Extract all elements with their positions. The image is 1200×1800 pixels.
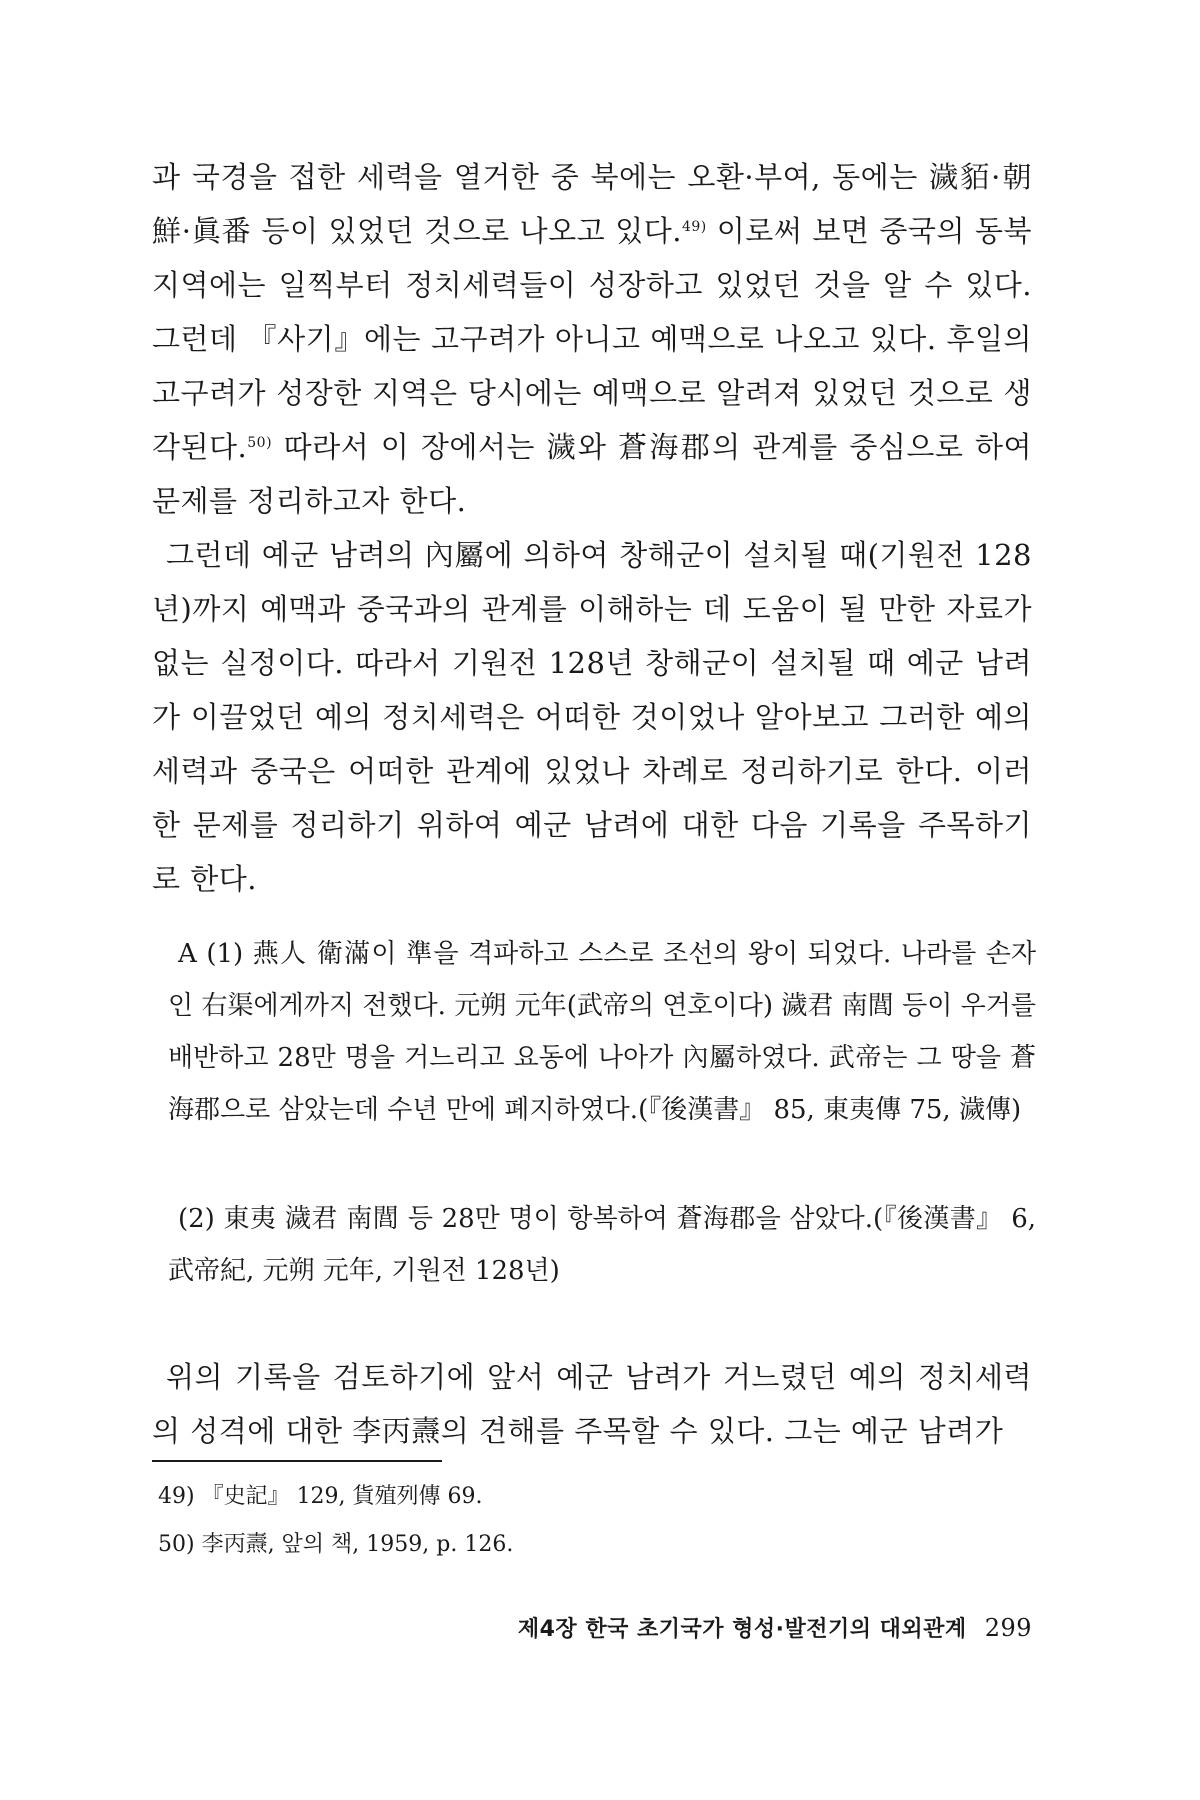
footnote-ref-49: 49) xyxy=(681,219,707,235)
paragraph-1-text-c: 따라서 이 장에서는 濊와 蒼海郡의 관계를 중심으로 하여 문제를 정리하고자 한다. xyxy=(152,430,1032,518)
paragraph-1-text-b: 이로써 보면 중국의 동북지역에는 일찍부터 정치세력들이 성장하고 있었던 것을 알 수 있다. 그런데 『사기』에는 고구려가 아니고 예맥으로 나오고 있다. 후일의 고구려가 성장한 지역은 당시에는 예맥으로 알려져 있었던 것으로 생각된다. xyxy=(152,214,1033,464)
body-paragraph-1 xyxy=(152,150,1032,528)
body-paragraph-2: 그런데 예군 남려의 內屬에 의하여 창해군이 설치될 때(기원전 128년)까지 예맥과 중국과의 관계를 이해하는 데 도움이 될 만한 자료가 없는 실정이다. 따라서 기원전 128년 창해군이 설치될 때 예군 남려가 이끌었던 예의 정치세력은 어떠한 것이었나 알아보고 그러한 예의 세력과 중국은 어떠한 관계에 있었나 차례로 정리하기로 한다. 이러한 문제를 정리하기 위하여 예군 남려에 대한 다음 기록을 주목하기로 한다. xyxy=(152,538,1032,896)
quotation-a1: A (1) 燕人 衛滿이 準을 격파하고 스스로 조선의 왕이 되었다. 나라를 손자인 右渠에게까지 전했다. 元朔 元年(武帝의 연호이다) 濊君 南閭 등이 우거를 배반하고 28만 명을 거느리고 요동에 나아가 內屬하였다. 武帝는 그 땅을 蒼海郡으로 삼았는데 수년 만에 폐지하였다.(『後漢書』 85, 東夷傳 75, 濊傳) xyxy=(168,939,1036,1125)
quotation-a2: (2) 東夷 濊君 南閭 등 28만 명이 항복하여 蒼海郡을 삼았다.(『後漢書』 6, 武帝紀, 元朔 元年, 기원전 128년) xyxy=(168,1204,1036,1286)
chapter-title: 제4장 한국 초기국가 형성·발전기의 대외관계 xyxy=(517,1617,967,1642)
footnote-divider xyxy=(152,1460,442,1462)
running-footer xyxy=(518,1612,1032,1643)
page-number: 299 xyxy=(984,1614,1032,1642)
footnote-49: 49) 『史記』 129, 貨殖列傳 69. xyxy=(158,1484,483,1509)
footnote-50: 50) 李丙燾, 앞의 책, 1959, p. 126. xyxy=(158,1532,514,1557)
footnote-ref-50: 50) xyxy=(247,435,273,451)
paragraph-1-text-a: 과 국경을 접한 세력을 열거한 중 북에는 오환·부여, 동에는 濊貊·朝鮮·眞番 등이 있었던 것으로 나오고 있다. xyxy=(152,160,1032,248)
body-paragraph-3: 위의 기록을 검토하기에 앞서 예군 남려가 거느렸던 예의 정치세력의 성격에 대한 李丙燾의 견해를 주목할 수 있다. 그는 예군 남려가 xyxy=(152,1360,1032,1448)
